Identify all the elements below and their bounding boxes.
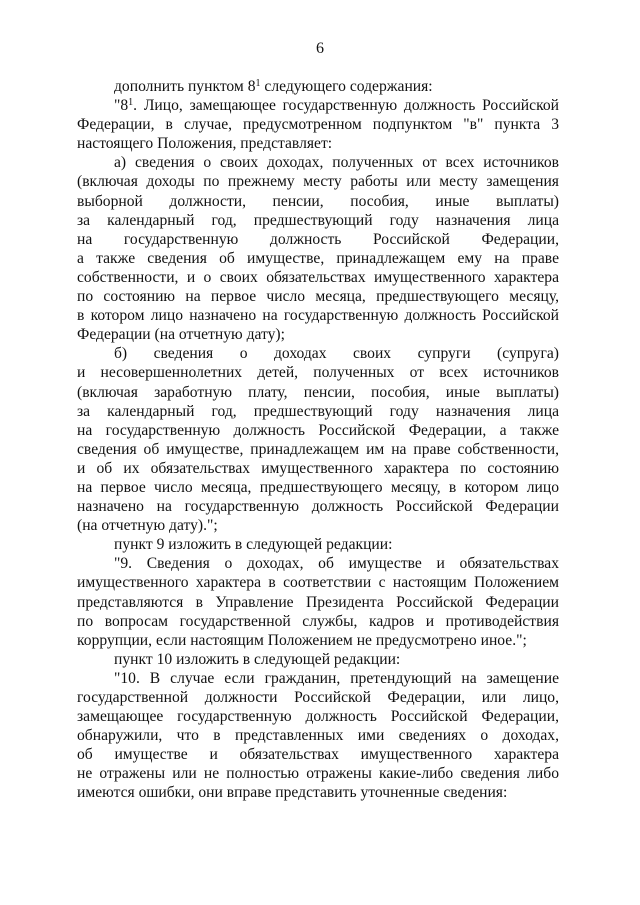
text-line: "9. Сведения о доходах, об имуществе и обязательствах — [114, 555, 559, 573]
text-line: на первое число месяца, предшествующего месяцу, в котором лицо — [77, 478, 559, 496]
paragraph-10-intro — [77, 650, 559, 669]
text-line: по состоянию на первое число месяца, предшествующего месяцу, — [77, 288, 559, 306]
paragraph-9 — [77, 554, 559, 649]
text-line: в котором лицо назначено на государственную должность Российской — [77, 307, 559, 325]
text-line: (на отчетную дату)."; — [77, 517, 218, 535]
text-line: обнаружили, что в представленных ими сведениях о доходах, — [77, 727, 559, 745]
text-line: и об их обязательствах имущественного характера по состоянию — [77, 459, 559, 477]
text-line: пункт 10 изложить в следующей редакции: — [114, 650, 401, 668]
text-line: не отражены или не полностью отражены какие-либо сведения либо — [77, 765, 559, 783]
text-line: а) сведения о своих доходах, полученных от всех источников — [114, 154, 559, 172]
subparagraph-a — [77, 153, 559, 344]
text-line: выборной должности, пенсии, пособия, иные выплаты) — [77, 192, 559, 210]
text-line: за календарный год, предшествующий году назначения лица — [77, 211, 559, 229]
text-line: "10. В случае если гражданин, претендующий на замещение — [114, 669, 559, 687]
text-line: об имуществе и обязательствах имущественного характера — [77, 746, 559, 764]
text-line: собственности, и о своих обязательствах имущественного характера — [77, 268, 559, 286]
text-line: представляются в Управление Президента Российской Федерации — [77, 593, 559, 611]
text-line: (включая заработную плату, пенсии, пособия, иные выплаты) — [77, 383, 559, 401]
text-line: (включая доходы по прежнему месту работы или месту замещения — [77, 173, 559, 191]
text-line: и несовершеннолетних детей, полученных от всех источников — [77, 364, 559, 382]
text-line: за календарный год, предшествующий году назначения лица — [77, 402, 559, 420]
text-line: на государственную должность Российской Федерации, а также — [77, 421, 559, 439]
text-line: назначено на государственную должность Российской Федерации — [77, 498, 559, 516]
amendment-intro-paragraph — [77, 77, 559, 96]
text-line: Федерации (на отчетную дату); — [77, 326, 285, 344]
subparagraph-b — [77, 344, 559, 535]
text-line: пункт 9 изложить в следующей редакции: — [114, 536, 393, 554]
paragraph-10 — [77, 669, 559, 803]
text-fragment: . Лицо, замещающее государственную должность Российской — [133, 97, 559, 115]
text-line: б) сведения о доходах своих супруги (супруга) — [114, 345, 559, 363]
paragraph-8-1 — [77, 96, 559, 153]
document-body — [77, 77, 559, 803]
text-line: а также сведения об имуществе, принадлежащем ему на праве — [77, 249, 559, 267]
text-fragment: следующего содержания: — [260, 78, 433, 95]
text-fragment: дополнить пунктом 8 — [114, 78, 256, 95]
text-line: коррупции, если настоящим Положением не предусмотрено иное."; — [77, 631, 527, 649]
page-number: 6 — [316, 40, 324, 57]
text-line: настоящего Положения, представляет: — [77, 135, 333, 153]
paragraph-9-intro — [77, 535, 559, 554]
text-line: на государственную должность Российской Федерации, — [77, 230, 559, 248]
text-fragment: "8 — [114, 97, 129, 115]
superscript: 1 — [255, 78, 261, 89]
text-line: имущественного характера в соответствии с настоящим Положением — [77, 574, 559, 592]
text-line: Федерации, в случае, предусмотренном подпунктом "в" пункта 3 — [77, 116, 559, 134]
superscript: 1 — [128, 97, 134, 109]
text-line — [77, 96, 559, 115]
text-line: замещающее государственную должность Российской Федерации, — [77, 708, 559, 726]
text-line: имеются ошибки, они вправе представить уточненные сведения: — [77, 784, 508, 802]
text-line: сведения об имуществе, принадлежащем им на праве собственности, — [77, 440, 559, 458]
text-line: государственной должности Российской Федерации, или лицо, — [77, 689, 559, 706]
text-line: по вопросам государственной службы, кадров и противодействия — [77, 612, 559, 630]
text-line — [77, 77, 559, 96]
